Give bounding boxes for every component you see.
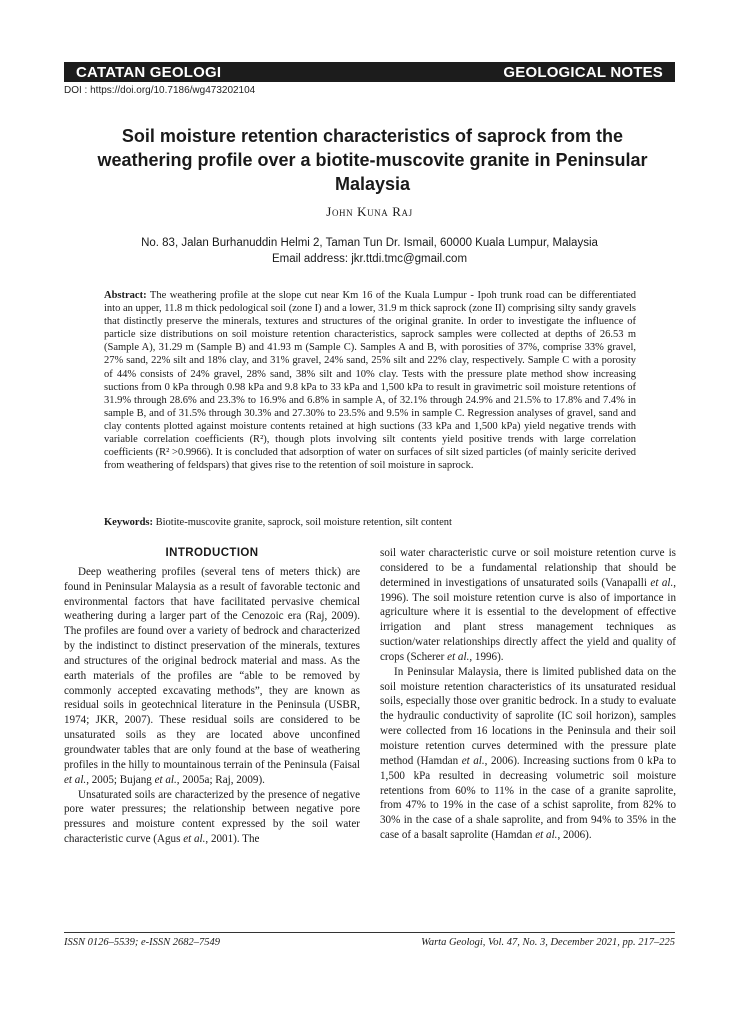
keywords-label: Keywords: [104,517,153,528]
intro-paragraph-2: Unsaturated soils are characterized by the presence of negative pore water pressures; the relationship between negative pore pressures and moisture content expressed by the soil water characteristic curve (Agus et al., 2001). The [64,788,360,846]
author-name: John Kuna Raj [326,204,413,219]
footer-divider [64,932,675,933]
abstract [104,289,636,472]
intro-paragraph-1: Deep weathering profiles (several tens of meters thick) are found in Peninsular Malaysia as a result of favorable tectonic and environmental factors that have facilitated pervasive chemical weathering during a larger part of the Cenozoic era (Raj, 2009). The profiles are found over a variety of bedrock and characterized by the indistinct to distinct preservation of the minerals, textures and structures of the original bedrock material and mass. As the earth materials of the profiles are “able to be removed by commonly accepted excavating methods”, they are known as residual soils in geotechnical literature in the Peninsula (USBR, 1974; JKR, 2007). These residual soils are considered to be unsaturated soils as they are located above unconfined groundwater tables that are only found at the base of weathering profiles in the hilly to mountainous terrain of the Peninsula (Faisal et al., 2005; Bujang et al., 2005a; Raj, 2009). [64,565,360,786]
section-banner [64,62,675,82]
author-email[interactable]: Email address: jkr.ttdi.tmc@gmail.com [271,253,468,265]
article-title: Soil moisture retention characteristics of saprock from the weathering profile over a biotite-muscovite granite in Peninsular Malaysia [97,126,648,194]
banner-right-label: GEOLOGICAL NOTES [503,63,663,81]
keywords [104,516,636,529]
affiliation [64,235,675,267]
footer-issn: ISSN 0126–5539; e-ISSN 2682–7549 [64,937,221,948]
introduction-heading: INTRODUCTION [165,547,259,559]
keywords-text: Biotite-muscovite granite, saprock, soil moisture retention, silt content [155,517,452,528]
author-address: No. 83, Jalan Burhanuddin Helmi 2, Taman Tun Dr. Ismail, 60000 Kuala Lumpur, Malaysia [141,237,598,249]
doi-link[interactable]: DOI : https://doi.org/10.7186/wg473202104 [64,85,256,96]
intro-paragraph-4: In Peninsular Malaysia, there is limited published data on the soil moisture retention characteristics of its unsaturated residual soils, especially those over granitic bedrock. In a study to evaluate the hydraulic conductivity of saprolite (IC soil horizon), samples were collected from 16 locations in the Peninsula and their soil moisture retention curves determined with the pressure plate method (Hamdan et al., 2006). Increasing suctions from 0 kPa to 1,500 kPa resulted in decreasing volumetric soil moisture retentions from 60% to 11% in the case of a granite saprolite, from 47% to 19% in the case of a schist saprolite, from 82% to 30% in the case of a shale saprolite, and from 94% to 35% in the case of a basalt saprolite (Hamdan et al., 2006). [380,665,676,842]
intro-paragraph-3: soil water characteristic curve or soil moisture retention curve is considered to be a fundamental relationship that should be determined in investigations of unsaturated soils (Vanapalli et al., 1996). The soil moisture retention curve is also of importance in agriculture where it is essential to the development of effective irrigation and plant stress management techniques as suction/water relationships directly affect the yield and quality of crops (Scherer et al., 1996). [380,547,676,663]
abstract-label: Abstract: [104,290,147,301]
banner-left-label: CATATAN GEOLOGI [76,63,222,81]
left-column [64,546,360,847]
footer-citation: Warta Geologi, Vol. 47, No. 3, December 2021, pp. 217–225 [421,937,675,948]
abstract-text: The weathering profile at the slope cut near Km 16 of the Kuala Lumpur - Ipoh trunk road can be differentiated into an upper, 11.8 m thick pedological soil (zone I) and a lower, 31.9 m thick saprock (zone II) comprising silty sandy gravels that distinctly preserve the minerals, textures and structures of the original granite. In order to investigate the influence of particle size distributions on soil moisture retention characteristics, saprock samples were collected at depths of 26.53 m (Sample A), 31.29 m (Sample B) and 41.93 m (Sample C). Samples A and B, with porosities of 37%, comprise 33% gravel, 27% sand, 22% silt and 18% clay, and 31% gravel, 24% sand, 25% silt and 22% clay, respectively. Sample C with a porosity of 44% consists of 24% gravel, 28% sand, 38% silt and 10% clay. Tests with the pressure plate method show increasing suctions from 0 kPa through 0.98 kPa and 9.8 kPa to 33 kPa and 1,500 kPa to result in gravimetric soil moisture retentions of 31.9% through 28.6% and 23.3% to 16.9% and 6.8% in sample A, of 32.1% through 24.9% and 21.5% to 17.8% and 7.4% in sample B, and of 31.5% through 30.3% and 27.30% to 23.5% and 9.5% in sample C. Regression analyses of gravel, sand and clay contents plotted against moisture contents retained at high suctions (33 kPa and 1,500 kPa) yield negative trends with variable correlation coefficients (R²), though plots involving silt contents yield positive trends with large correlation coefficients (R² >0.9966). It is concluded that adsorption of water on surfaces of silt sized particles (of mainly sericite derived from weathering of feldspars) that gives rise to the retention of soil moisture in saprock. [104,290,636,472]
right-column [380,546,676,843]
